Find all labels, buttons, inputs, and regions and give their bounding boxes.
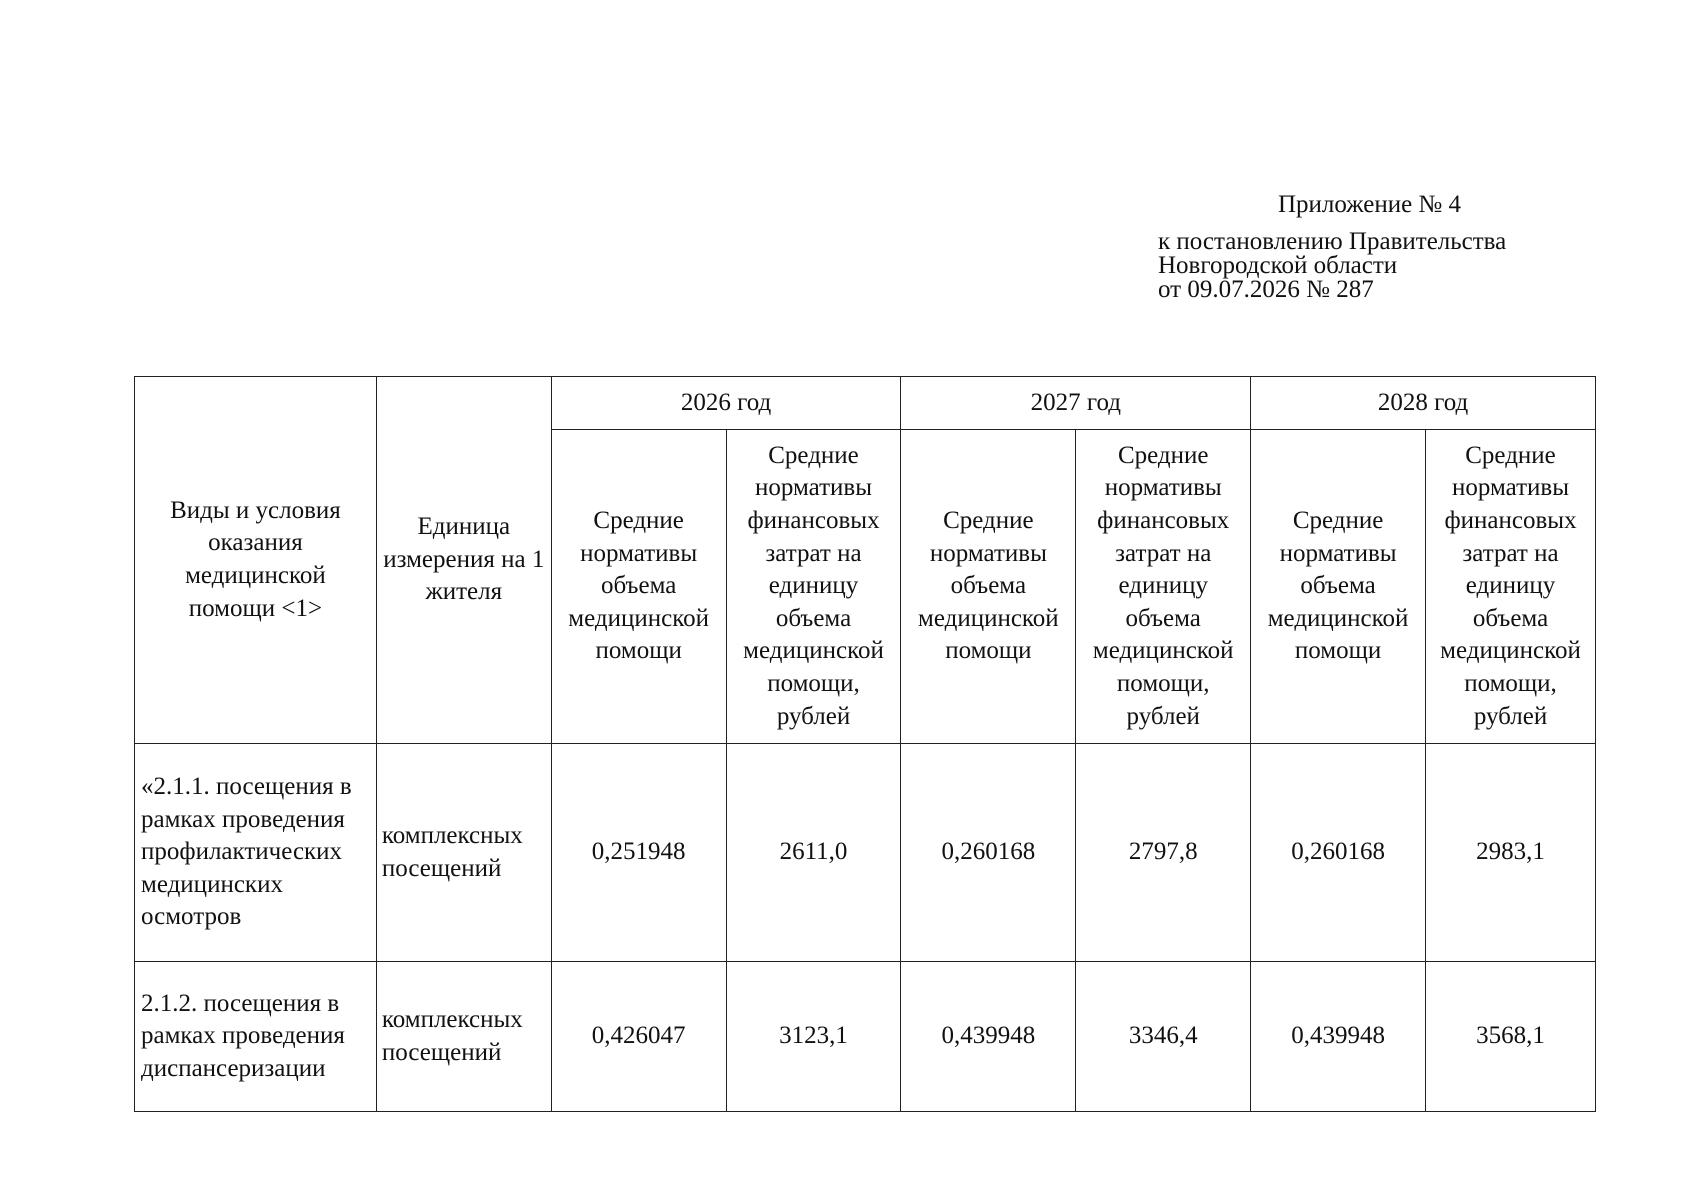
header-unit: Единица измерения на 1 жителя <box>376 377 551 744</box>
cost-2028: 2983,1 <box>1426 744 1596 962</box>
cost-2027: 2797,8 <box>1076 744 1251 962</box>
volume-2028: 0,439948 <box>1251 962 1426 1112</box>
volume-2026: 0,426047 <box>551 962 726 1112</box>
header-volume-2027: Средние нормативы объема медицинской помощи <box>901 430 1076 744</box>
header-year-2026: 2026 год <box>551 377 901 430</box>
header-volume-2026: Средние нормативы объема медицинской помощи <box>551 430 726 744</box>
cost-2027: 3346,4 <box>1076 962 1251 1112</box>
header-row-years <box>135 377 1596 430</box>
header-volume-2028: Средние нормативы объема медицинской помощи <box>1251 430 1426 744</box>
cost-2026: 2611,0 <box>726 744 901 962</box>
row-type: 2.1.2. посещения в рамках проведения диспансеризации <box>135 962 377 1112</box>
header-year-2028: 2028 год <box>1251 377 1596 430</box>
cost-2028: 3568,1 <box>1426 962 1596 1112</box>
table-row <box>135 962 1596 1112</box>
volume-2028: 0,260168 <box>1251 744 1426 962</box>
volume-2026: 0,251948 <box>551 744 726 962</box>
header-cost-2028: Средние нормативы финансовых затрат на единицу объема медицинской помощи, рублей <box>1426 430 1596 744</box>
appendix-line-2: Новгородской области <box>1158 252 1398 279</box>
cost-2026: 3123,1 <box>726 962 901 1112</box>
appendix-header <box>1158 193 1598 302</box>
table-row <box>135 744 1596 962</box>
norms-table <box>134 376 1596 1112</box>
header-year-2027: 2027 год <box>901 377 1251 430</box>
row-unit: комплексных посещений <box>376 962 551 1112</box>
volume-2027: 0,260168 <box>901 744 1076 962</box>
volume-2027: 0,439948 <box>901 962 1076 1112</box>
header-cost-2026: Средние нормативы финансовых затрат на единицу объема медицинской помощи, рублей <box>726 430 901 744</box>
row-unit: комплексных посещений <box>376 744 551 962</box>
appendix-title: Приложение № 4 <box>1278 191 1462 218</box>
row-type: «2.1.1. посещения в рамках проведения профилактических медицинских осмотров <box>135 744 377 962</box>
appendix-line-3: от 09.07.2026 № 287 <box>1158 276 1374 303</box>
header-types: Виды и условия оказания медицинской помощи <1> <box>135 377 377 744</box>
header-cost-2027: Средние нормативы финансовых затрат на единицу объема медицинской помощи, рублей <box>1076 430 1251 744</box>
appendix-line-1: к постановлению Правительства <box>1158 228 1507 255</box>
